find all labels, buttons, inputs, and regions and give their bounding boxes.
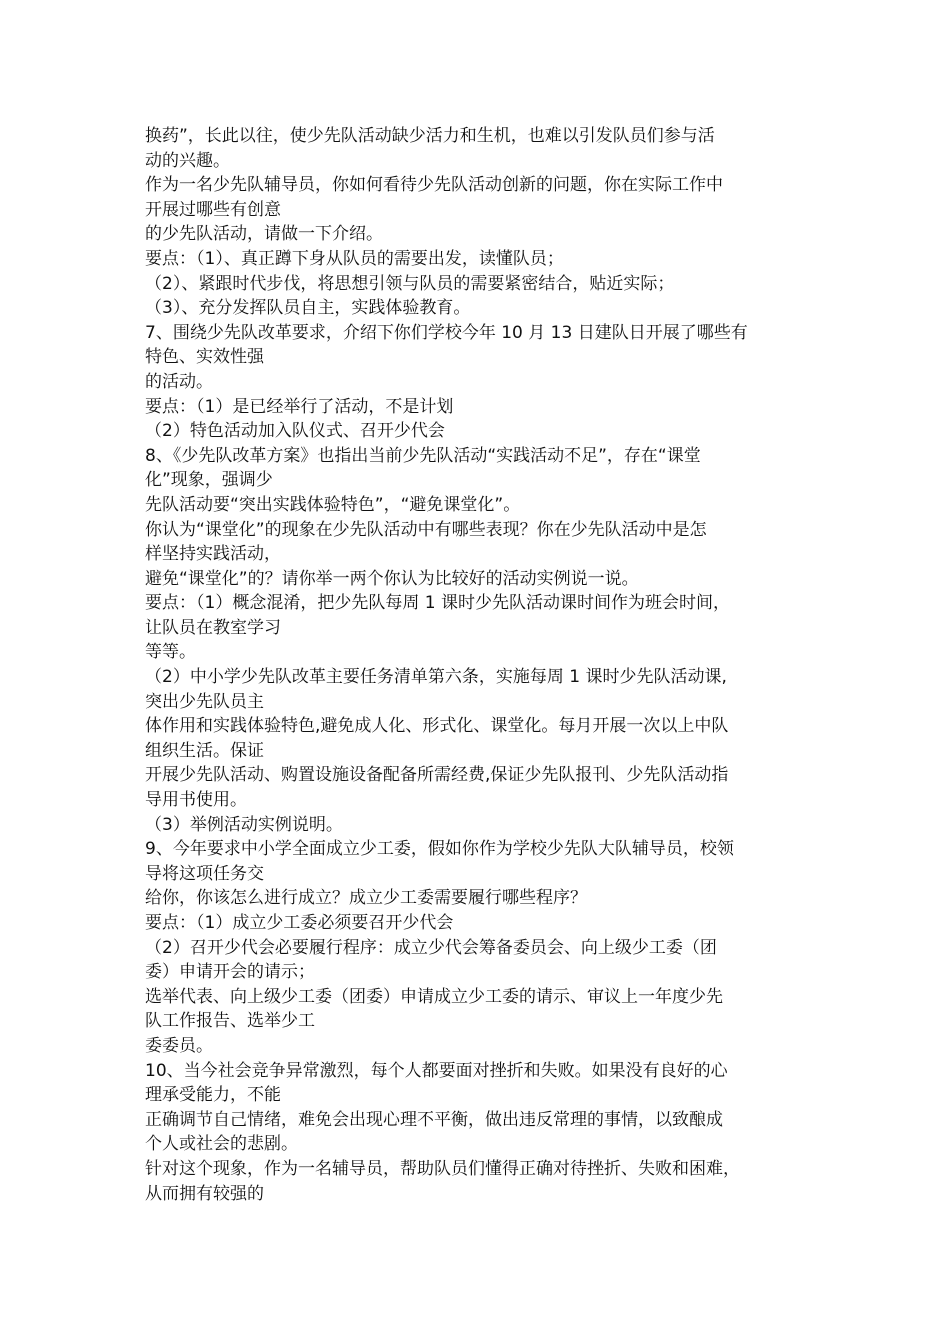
text-line: 的活动。 xyxy=(145,371,213,392)
text-line: （2）中小学少先队改革主要任务清单第六条，实施每周 1 课时少先队活动课, xyxy=(145,667,727,688)
text-line: 突出少先队员主 xyxy=(145,691,264,712)
text-line: 化”现象，强调少 xyxy=(145,470,273,491)
text-line: 个人或社会的悲剧。 xyxy=(145,1134,298,1155)
text-line: 导用书使用。 xyxy=(145,790,247,811)
text-line: 样坚持实践活动， xyxy=(145,544,281,565)
text-line: （2）召开少代会必要履行程序：成立少代会筹备委员会、向上级少工委（团 xyxy=(145,937,717,958)
text-line: 正确调节自己情绪，难免会出现心理不平衡，做出违反常理的事情，以致酿成 xyxy=(145,1109,723,1130)
text-line: 动的兴趣。 xyxy=(145,150,230,171)
text-line: （3）、充分发挥队员自主，实践体验教育。 xyxy=(145,298,471,319)
question-8-heading: 8、《少先队改革方案》也指出当前少先队活动“实践活动不足”，存在“课堂 xyxy=(145,445,701,466)
question-10-heading: 10、当今社会竞争异常激烈，每个人都要面对挫折和失败。如果没有良好的心 xyxy=(145,1060,728,1081)
text-line: 的少先队活动，请做一下介绍。 xyxy=(145,224,383,245)
text-line: 作为一名少先队辅导员，你如何看待少先队活动创新的问题，你在实际工作中 xyxy=(145,175,723,196)
text-line: 让队员在教室学习 xyxy=(145,617,281,638)
question-7-heading: 7、围绕少先队改革要求，介绍下你们学校今年 10 月 13 日建队日开展了哪些有 xyxy=(145,322,748,343)
text-line: 先队活动要“突出实践体验特色”，“避免课堂化”。 xyxy=(145,494,521,515)
text-line: 组织生活。保证 xyxy=(145,740,264,761)
text-line: 要点：（1）成立少工委必须要召开少代会 xyxy=(145,913,454,933)
text-line: （2）、紧跟时代步伐，将思想引领与队员的需要紧密结合，贴近实际； xyxy=(145,273,675,294)
text-line: 委）申请开会的请示； xyxy=(145,962,315,983)
text-line: 你认为“课堂化”的现象在少先队活动中有哪些表现？你在少先队活动中是怎 xyxy=(145,519,707,540)
document-body xyxy=(145,124,815,1206)
text-line: 要点：（1）、真正蹲下身从队员的需要出发，读懂队员； xyxy=(145,248,564,269)
text-line: 要点：（1）是已经举行了活动，不是计划 xyxy=(145,396,454,417)
text-line: 避免“课堂化”的？请你举一两个你认为比较好的活动实例说一说。 xyxy=(145,568,639,589)
text-line: 换药”，长此以往，使少先队活动缺少活力和生机，也难以引发队员们参与活 xyxy=(145,126,715,146)
text-line: （3）举例活动实例说明。 xyxy=(145,814,343,835)
text-line: 从而拥有较强的 xyxy=(145,1183,264,1204)
text-line: （2）特色活动加入队仪式、召开少代会 xyxy=(145,421,445,442)
text-line: 理承受能力，不能 xyxy=(145,1085,281,1106)
text-line: 特色、实效性强 xyxy=(145,347,264,368)
text-line: 选举代表、向上级少工委（团委）申请成立少工委的请示、审议上一年度少先 xyxy=(145,986,723,1007)
text-line: 开展少先队活动、购置设施设备配备所需经费,保证少先队报刊、少先队活动指 xyxy=(145,765,729,786)
text-line: 给你，你该怎么进行成立？成立少工委需要履行哪些程序？ xyxy=(145,888,587,909)
text-line: 要点：（1）概念混淆，把少先队每周 1 课时少先队活动课时间作为班会时间， xyxy=(145,593,730,614)
text-line: 委委员。 xyxy=(145,1035,213,1056)
text-line: 体作用和实践体验特色,避免成人化、形式化、课堂化。每月开展一次以上中队 xyxy=(145,716,729,737)
text-line: 针对这个现象，作为一名辅导员，帮助队员们懂得正确对待挫折、失败和困难， xyxy=(145,1158,740,1179)
question-9-heading: 9、今年要求中小学全面成立少工委，假如你作为学校少先队大队辅导员，校领 xyxy=(145,839,734,860)
text-line: 导将这项任务交 xyxy=(145,863,264,884)
text-line: 队工作报告、选举少工 xyxy=(145,1011,315,1032)
text-line: 等等。 xyxy=(145,642,196,663)
text-line: 开展过哪些有创意 xyxy=(145,199,281,220)
